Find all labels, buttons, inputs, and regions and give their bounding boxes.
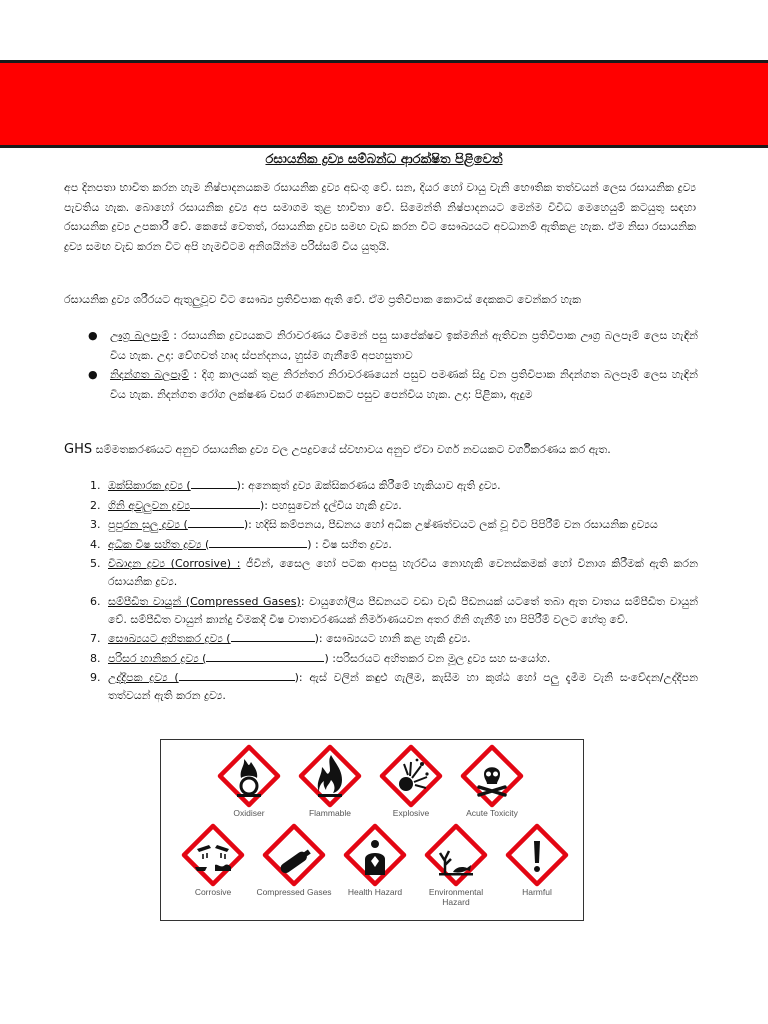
hazard-description: ජීවීන්, සෛල හෝ පටක ආපසු හැරවිය නොහැකි වෙනස්කමක් හෝ විනාශ කිරීමක් ඇති කරන රසායනික ද්‍රව්‍ය. xyxy=(108,557,699,588)
list-item xyxy=(90,516,698,534)
hazard-term: විඛාදන ද්‍රව්‍ය (Corrosive) : xyxy=(108,557,241,570)
pictogram-label: Compressed Gases xyxy=(256,887,332,897)
hazard-classes-list xyxy=(90,477,699,707)
pictogram-exclamation-mark xyxy=(495,823,579,897)
page-title: රසායනික ද්‍රව්‍ය සම්බන්ධ ආරක්ෂිත පිළිවෙත් xyxy=(265,152,503,167)
fill-in-blank xyxy=(190,497,260,509)
effects-list xyxy=(86,326,698,404)
hazard-term: පරිසර හානිකර ද්‍රව්‍ය ( xyxy=(108,651,207,665)
item-number: 6. xyxy=(90,594,101,608)
bullet-term: ඌග්‍ර බලපෑම් xyxy=(110,329,170,342)
pictogram-label: Acute Toxicity xyxy=(466,808,518,818)
list-item xyxy=(86,365,698,404)
header-banner xyxy=(0,60,768,148)
item-number: 2. xyxy=(90,498,101,512)
hazard-description: ): ඇස් වලින් කඳුළු ගැලීම, කැසීම හා කුශ්ඨ හෝ පලු දැමීම වැනි සංවේදන/උද්දීපන තත්වයන් ඇති කරන ද්‍රව්‍ය. xyxy=(108,671,698,702)
hazard-description: ): පහසුවෙන් දැල්විය හැකි ද්‍රව්‍ය. xyxy=(259,498,402,512)
pictogram-label: Harmful xyxy=(522,887,552,897)
pictogram-label: Explosive xyxy=(392,808,430,818)
bullet-term: නිදන්ගත බලපෑම් xyxy=(110,368,189,381)
list-item xyxy=(90,593,698,629)
item-number: 8. xyxy=(90,651,101,665)
hazard-term: ගිනි අවුලුවන ද්‍රව්‍ය xyxy=(108,498,190,512)
gas-cylinder-icon xyxy=(262,823,326,887)
ghs-text: සම්මතකරණයට අනුව රසායනික ද්‍රව්‍ය වල උපද්‍රවයේ ස්වභාවය අනුව ඒවා වර්ග නවයකට වර්ගීකරණය කර ඇත. xyxy=(92,443,611,456)
pictogram-skull-crossbones xyxy=(450,744,534,818)
health-hazard-icon xyxy=(343,823,407,887)
hazard-term: පුපුරන සුලු ද්‍රව්‍ය ( xyxy=(108,518,188,531)
fill-in-blank xyxy=(231,630,315,642)
list-item xyxy=(90,497,698,515)
ghs-pictograms-panel xyxy=(160,739,584,921)
item-number: 1. xyxy=(90,479,101,492)
bullet-icon: ● xyxy=(88,329,98,342)
item-number: 9. xyxy=(90,671,101,684)
pictogram-label: Flammable xyxy=(308,808,352,818)
bullet-text: : රසායනික ද්‍රව්‍යයකට නිරාවරණය වීමෙන් පසු සාපේක්ෂව ඉක්මනින් ඇතිවන ප්‍රතිවිපාක ඌග්‍ර බලපෑම් ලෙස හැඳින් විය හැක. උදා: වේගවත් හෘද ස්පන්දනය, හුස්ම ගැනීමේ අපහසුතාව xyxy=(110,329,698,362)
pictogram-label: Oxidiser xyxy=(233,808,265,818)
hazard-term: සෞඛ්‍යයට අහිතකර ද්‍රව්‍ය ( xyxy=(108,632,231,645)
bullet-text: : දිගු කාලයක් තුළ නිරන්තර නිරාවරණයෙන් පසුව පමණක් සිදු වන ප්‍රතිවිපාක නිදන්ගත බලපෑම් ලෙස හැඳින් විය හැක. නිදන්ගත රෝග ලක්ෂණ වසර ගණනාවකට පසුව පෙන්විය හැක. උදා: පිළිකා, ඇදුම xyxy=(110,368,698,401)
effects-paragraph: රසායනික ද්‍රව්‍ය ශරීරයට ඇතුලුවූව විට සෞඛ්‍ය ප්‍රතිවිපාක ඇති වේ. ඒම ප්‍රතිවිපාක කොටස් දෙකකට වෙන්කර හැක xyxy=(64,293,582,306)
item-number: 5. xyxy=(90,557,101,570)
pictogram-gas-cylinder xyxy=(252,823,336,897)
environment-icon xyxy=(424,823,488,887)
intro-paragraph: අප දිනපතා භාවිත කරන හැම නිෂ්පාදනයකම රසායනික ද්‍රව්‍ය අඩංගු වේ. ඝන, දියර හෝ වායු වැනි භෞතික තත්වයන් ලෙස රසායනික ද්‍රව්‍ය පැවතිය හැක. බොහෝ රසායනික ද්‍රව්‍ය අප සමාගම තුළ භාවිතා වේ. සිමෙන්ති නිෂ්පාදනයට මෙන්ම විවිධ මෙහෙයුම් කටයුතු සඳහා රසායනික ද්‍රව්‍ය උපකාරී වේ. කෙසේ වෙතත්, රසායනික ද්‍රව්‍ය සමඟ වැඩ කරන විට සෞඛ්‍යයට අවධානම් ඇතිකළ හැක. ඒම නිසා රසායනික ද්‍රව්‍ය සමඟ වැඩ කරන විට අපි හැමවිටම අනිශයින්ම පරිස්සම් විය යුතුයි. xyxy=(64,181,696,253)
hazard-term: ඔක්සිකාරක ද්‍රව්‍ය ( xyxy=(108,479,191,492)
hazard-description: ): අනෙකුත් ද්‍රව්‍ය ඔක්සිකරණය කිරීමේ හැකියාව ඇති ද්‍රව්‍ය. xyxy=(236,479,501,492)
ghs-prefix: GHS xyxy=(64,442,93,457)
fill-in-blank xyxy=(191,477,237,489)
pictogram-environment xyxy=(414,823,498,907)
flame-icon xyxy=(298,744,362,808)
fill-in-blank xyxy=(206,650,324,662)
flame-over-circle-icon xyxy=(217,744,281,808)
hazard-term: අධික විෂ සහිත ද්‍රව්‍ය ( xyxy=(108,537,210,551)
exploding-bomb-icon xyxy=(379,744,443,808)
list-item xyxy=(86,326,698,365)
hazard-description: ) : විෂ සහිත ද්‍රව්‍ය. xyxy=(307,537,392,551)
list-item xyxy=(90,650,698,668)
pictogram-flame-over-circle xyxy=(207,744,291,818)
pictogram-label: Environmental Hazard xyxy=(428,887,484,907)
item-number: 4. xyxy=(90,537,101,551)
skull-crossbones-icon xyxy=(460,744,524,808)
bullet-icon: ● xyxy=(88,368,98,381)
hazard-description: ): හදිසි කම්පනය, පීඩනය හෝ අධික උෂ්ණත්වයට ලක් වූ විට පිපිරීම් වන රසායනික ද්‍රව්‍යය xyxy=(243,518,658,531)
exclamation-mark-icon xyxy=(505,823,569,887)
pictogram-exploding-bomb xyxy=(369,744,453,818)
list-item xyxy=(90,477,698,495)
hazard-term: සම්පීඩිත වායුන් (Compressed Gases) xyxy=(108,594,301,608)
item-number: 7. xyxy=(90,632,101,645)
hazard-description: : වායුගෝලීය පීඩනයට වඩා වැඩි පීඩනයක් යටතේ තබා ඇත වාතය සම්පීඩිත වායුන් වේ. සම්පීඩිත වායුන් කාන්දු වීමකදී විෂ වාතාවරණයක් නිර්මාණයවන අතර ගිනි ගැනීම් හා පිපිරීම් වලට හේතු වේ. xyxy=(108,594,698,626)
item-number: 3. xyxy=(90,518,101,531)
hazard-term: උද්දීපක ද්‍රව්‍ය ( xyxy=(108,671,179,684)
fill-in-blank xyxy=(188,516,244,528)
list-item xyxy=(90,669,698,705)
list-item xyxy=(90,536,698,554)
fill-in-blank xyxy=(179,669,295,681)
list-item xyxy=(90,555,699,591)
pictogram-label: Health Hazard xyxy=(347,887,403,897)
pictogram-health-hazard xyxy=(333,823,417,897)
list-item xyxy=(90,630,698,648)
hazard-description: ) :පරිසරයට අහිතකර වන මූල ද්‍රව්‍ය සහ සංයෝග. xyxy=(324,651,551,665)
ghs-paragraph xyxy=(64,440,696,460)
pictogram-label: Corrosive xyxy=(194,887,232,897)
hazard-description: ): සෞඛ්‍යයට හානි කළ හැකි ද්‍රව්‍ය. xyxy=(314,632,471,645)
pictogram-corrosion xyxy=(171,823,255,897)
pictogram-flame xyxy=(288,744,372,818)
corrosion-icon xyxy=(181,823,245,887)
fill-in-blank xyxy=(209,536,307,548)
